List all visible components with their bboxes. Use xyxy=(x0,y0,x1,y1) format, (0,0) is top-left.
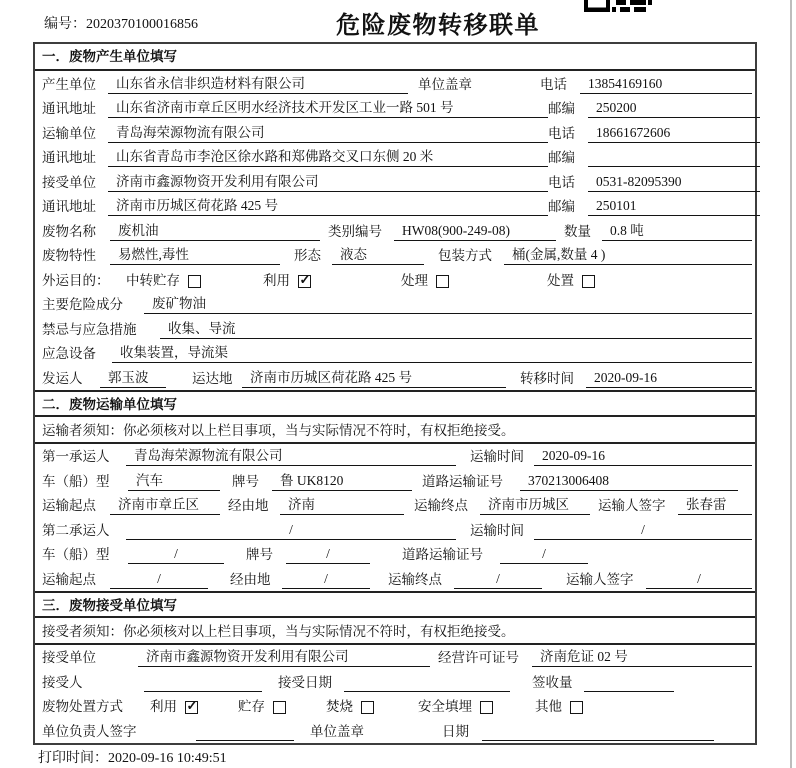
page-title: 危险废物转移联单 xyxy=(336,12,540,39)
field-label: 接受日期 xyxy=(278,674,332,690)
field-label: 运输时间 xyxy=(470,449,524,464)
field-label: 发运人 xyxy=(42,370,83,386)
acceptance-date xyxy=(344,673,510,692)
form-row xyxy=(35,169,755,194)
seal-date xyxy=(482,722,714,741)
field-label: 运输终点 xyxy=(388,571,442,587)
manifest-form-table xyxy=(33,42,757,745)
receiver-address: 济南市历城区荷花路 425 号 xyxy=(108,197,548,216)
form-row xyxy=(35,542,755,567)
field-label: 邮编 xyxy=(548,150,575,165)
field-label: 运输时间 xyxy=(470,522,524,538)
field-label: 经由地 xyxy=(230,571,271,587)
destination: 济南市历城区荷花路 425 号 xyxy=(242,369,506,388)
field-label: 运输起点 xyxy=(42,571,96,587)
waste-quantity: 0.8 吨 xyxy=(602,222,752,241)
form-row xyxy=(35,316,755,341)
field-label: 第二承运人 xyxy=(42,522,110,538)
form-row xyxy=(35,341,755,366)
disposal-storage xyxy=(238,697,286,716)
first-vehicle-type: 汽车 xyxy=(128,472,220,491)
transporter-address: 山东省青岛市李沧区徐水路和郑佛路交叉口东侧 20 米 xyxy=(108,148,548,167)
form-row xyxy=(35,493,755,518)
received-quantity xyxy=(584,673,674,692)
field-label: 单位负责人签字 xyxy=(42,723,137,739)
disposal-incinerate-box xyxy=(361,701,374,714)
purpose-utilize-box xyxy=(298,275,311,288)
waste-characteristics: 易燃性,毒性 xyxy=(110,246,280,265)
receiver-phone: 0531-82095390 xyxy=(588,173,760,192)
first-road-transport-permit: 370213006408 xyxy=(520,472,738,491)
receiver-name: 济南市鑫源物资开发利用有限公司 xyxy=(108,173,548,192)
form-row xyxy=(35,468,755,493)
form-row xyxy=(35,292,755,317)
form-row xyxy=(35,694,755,719)
field-label: 车（船）型 xyxy=(42,547,110,562)
form-row xyxy=(35,517,755,542)
first-carrier-signature: 张春雷 xyxy=(678,496,752,515)
field-label: 接受单位 xyxy=(42,174,96,190)
form-row xyxy=(35,218,755,243)
second-endpoint: / xyxy=(454,570,542,589)
producer-seal-label: 单位盖章 xyxy=(418,76,472,92)
first-transport-date: 2020-09-16 xyxy=(534,447,752,466)
field-label: 禁忌与应急措施 xyxy=(42,321,137,337)
form-row xyxy=(35,267,755,292)
disposal-other xyxy=(535,697,583,716)
second-plate-number: / xyxy=(286,545,370,564)
disposal-utilize-box xyxy=(185,701,198,714)
field-label: 形态 xyxy=(294,248,321,263)
accepting-company: 济南市鑫源物资开发利用有限公司 xyxy=(138,648,430,667)
field-label: 邮编 xyxy=(548,101,575,116)
field-label: 电话 xyxy=(548,125,575,141)
transport-section-header: 二．废物运输单位填写 xyxy=(35,390,755,417)
disposal-incinerate xyxy=(326,697,374,716)
checkbox-label: 贮存 xyxy=(238,699,265,714)
form-row xyxy=(35,194,755,219)
field-label: 数量 xyxy=(564,223,591,239)
second-carrier: / xyxy=(126,521,456,540)
field-label: 日期 xyxy=(442,723,469,739)
transfer-date: 2020-09-16 xyxy=(586,369,752,388)
field-label: 废物处置方式 xyxy=(42,699,123,714)
form-row xyxy=(35,145,755,170)
purpose-dispose xyxy=(547,271,595,290)
purpose-treat-box xyxy=(436,275,449,288)
form-row xyxy=(35,444,755,469)
field-label: 废物特性 xyxy=(42,248,96,263)
form-row xyxy=(35,120,755,145)
field-label: 邮编 xyxy=(548,199,575,214)
checkbox-label: 中转贮存 xyxy=(126,272,180,288)
second-vehicle-type: / xyxy=(128,545,224,564)
transporter-phone: 18661672606 xyxy=(588,124,760,143)
field-label: 道路运输证号 xyxy=(402,547,483,562)
producer-name: 山东省永信非织造材料有限公司 xyxy=(108,75,408,94)
field-label: 第一承运人 xyxy=(42,449,110,464)
first-endpoint: 济南市历城区 xyxy=(480,496,590,515)
field-label: 运输起点 xyxy=(42,498,96,513)
first-plate-number: 鲁 UK8120 xyxy=(272,472,412,491)
purpose-transfer-storage-box xyxy=(188,275,201,288)
disposal-secure-landfill xyxy=(418,697,493,716)
second-road-transport-permit: / xyxy=(500,545,588,564)
field-label: 电话 xyxy=(540,76,567,92)
first-carrier: 青岛海荣源物流有限公司 xyxy=(126,447,456,466)
field-label: 废物名称 xyxy=(42,223,96,239)
field-label: 外运目的： xyxy=(42,272,110,288)
form-row xyxy=(35,71,755,96)
contraindications-emergency-measures: 收集、导流 xyxy=(160,320,752,339)
field-label: 车（船）型 xyxy=(42,473,110,489)
producer-address: 山东省济南市章丘区明水经济技术开发区工业一路 501 号 xyxy=(108,99,548,118)
field-label: 通讯地址 xyxy=(42,101,96,116)
main-hazard-component: 废矿物油 xyxy=(144,295,752,314)
field-label: 接受单位 xyxy=(42,650,96,665)
second-via: / xyxy=(282,570,370,589)
field-label: 经营许可证号 xyxy=(438,650,519,665)
purpose-dispose-box xyxy=(582,275,595,288)
field-label: 产生单位 xyxy=(42,76,96,92)
form-row xyxy=(35,645,755,670)
acceptor xyxy=(144,673,262,692)
disposal-secure-landfill-box xyxy=(480,701,493,714)
waste-name: 废机油 xyxy=(110,222,320,241)
field-label: 电话 xyxy=(548,174,575,190)
form-row xyxy=(35,365,755,390)
field-label: 包装方式 xyxy=(438,248,492,263)
producer-phone: 13854169160 xyxy=(580,75,752,94)
field-label: 签收量 xyxy=(532,674,573,690)
checkbox-label: 安全填埋 xyxy=(418,699,472,714)
transport-section-notice: 运输者须知：你必须核对以上栏目事项，当与实际情况不符时，有权拒绝接受。 xyxy=(35,417,755,444)
form-row xyxy=(35,669,755,694)
producer-section-header: 一．废物产生单位填写 xyxy=(35,44,755,71)
page-edge-line xyxy=(790,0,792,768)
transporter-name: 青岛海荣源物流有限公司 xyxy=(108,124,548,143)
receiver-seal-label: 单位盖章 xyxy=(310,723,364,739)
first-origin: 济南市章丘区 xyxy=(110,496,220,515)
second-carrier-signature: / xyxy=(646,570,752,589)
receiver-section-header: 三．废物接受单位填写 xyxy=(35,591,755,618)
serial-number: 编号：2020370100016856 xyxy=(44,17,198,32)
field-label: 运输人签字 xyxy=(566,571,634,587)
field-label: 通讯地址 xyxy=(42,199,96,214)
checkbox-label: 其他 xyxy=(535,699,562,714)
checkbox-label: 利用 xyxy=(263,272,290,288)
disposal-storage-box xyxy=(273,701,286,714)
producer-zip: 250200 xyxy=(588,99,760,118)
field-label: 转移时间 xyxy=(520,370,574,386)
field-label: 接受人 xyxy=(42,674,83,690)
checkbox-label: 处理 xyxy=(401,272,428,288)
second-transport-date: / xyxy=(534,521,752,540)
waste-category-code: HW08(900-249-08) xyxy=(394,222,556,241)
field-label: 经由地 xyxy=(228,498,269,513)
form-row xyxy=(35,96,755,121)
first-via: 济南 xyxy=(280,496,404,515)
checkbox-label: 处置 xyxy=(547,272,574,288)
second-origin: / xyxy=(110,570,208,589)
purpose-treat xyxy=(401,271,449,290)
operating-license-number: 济南危证 02 号 xyxy=(532,648,752,667)
waste-form: 液态 xyxy=(332,246,424,265)
field-label: 通讯地址 xyxy=(42,150,96,165)
field-label: 类别编号 xyxy=(328,223,382,239)
checkbox-label: 焚烧 xyxy=(326,699,353,714)
qr-code-fragment xyxy=(578,0,652,16)
field-label: 运输人签字 xyxy=(598,498,666,513)
form-row xyxy=(35,243,755,268)
checkbox-label: 利用 xyxy=(150,699,177,714)
disposal-other-box xyxy=(570,701,583,714)
receiver-section-notice: 接受者须知：你必须核对以上栏目事项，当与实际情况不符时，有权拒绝接受。 xyxy=(35,618,755,645)
packaging: 桶(金属,数量 4 ) xyxy=(504,246,752,265)
shipper: 郭玉波 xyxy=(100,369,166,388)
field-label: 主要危险成分 xyxy=(42,297,123,312)
field-label: 运输终点 xyxy=(414,498,468,513)
form-row xyxy=(35,566,755,591)
field-label: 牌号 xyxy=(232,473,259,489)
print-time: 打印时间：2020-09-16 10:49:51 xyxy=(38,751,227,766)
unit-responsible-signature xyxy=(196,722,294,741)
field-label: 应急设备 xyxy=(42,346,96,361)
field-label: 道路运输证号 xyxy=(422,473,503,489)
disposal-utilize xyxy=(150,697,198,716)
transporter-zip xyxy=(588,148,760,167)
emergency-equipment: 收集装置，导流渠 xyxy=(112,344,752,363)
form-row xyxy=(35,718,755,743)
field-label: 运输单位 xyxy=(42,125,96,141)
field-label: 牌号 xyxy=(246,547,273,562)
field-label: 运达地 xyxy=(192,370,233,386)
receiver-zip: 250101 xyxy=(588,197,760,216)
purpose-transfer-storage xyxy=(126,271,201,290)
purpose-utilize xyxy=(263,271,311,290)
